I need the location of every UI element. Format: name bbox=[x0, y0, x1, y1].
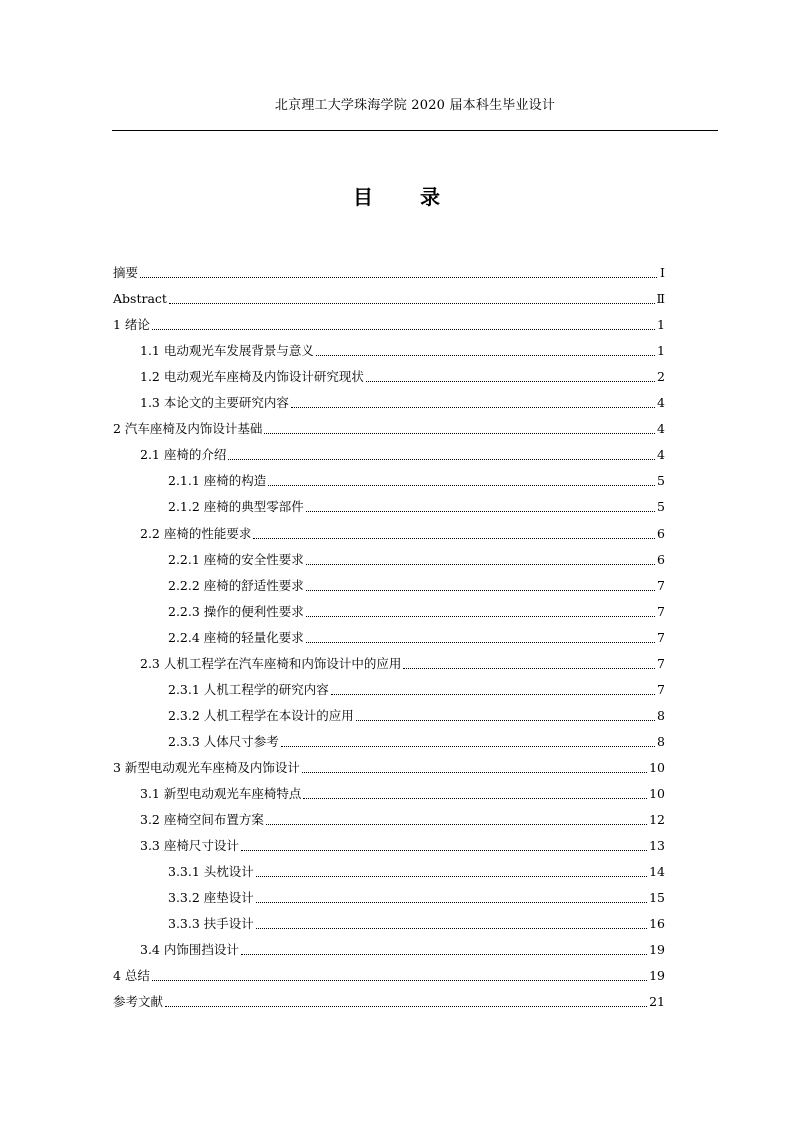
toc-entry-label: 1.3 本论文的主要研究内容 bbox=[140, 395, 289, 411]
dot-leader bbox=[306, 511, 655, 512]
toc-entry[interactable] bbox=[140, 780, 665, 802]
toc-entry-label: 2 汽车座椅及内饰设计基础 bbox=[113, 421, 263, 437]
toc-entry-page-number: 8 bbox=[657, 733, 665, 749]
toc-entry-label: 3.1 新型电动观光车座椅特点 bbox=[140, 786, 302, 801]
toc-entry-label: 3 新型电动观光车座椅及内饰设计 bbox=[113, 759, 300, 775]
toc-entry[interactable] bbox=[168, 676, 665, 698]
dot-leader bbox=[403, 668, 655, 669]
dot-leader bbox=[356, 720, 655, 721]
toc-entry-page-number: 5 bbox=[657, 499, 665, 515]
toc-entry[interactable] bbox=[168, 572, 665, 594]
dot-leader bbox=[291, 407, 655, 408]
toc-entry-page-number: 7 bbox=[657, 655, 665, 671]
toc-entry-page-number: 10 bbox=[649, 786, 665, 801]
toc-entry-page-number: 19 bbox=[649, 968, 665, 984]
toc-entry-page-number: 12 bbox=[649, 812, 665, 828]
toc-entry[interactable] bbox=[113, 754, 665, 776]
dot-leader bbox=[303, 798, 647, 799]
toc-entry[interactable] bbox=[113, 285, 665, 307]
dot-leader bbox=[306, 616, 655, 617]
toc-entry-label: 2.2.4 座椅的轻量化要求 bbox=[168, 629, 304, 645]
toc-entry-page-number: 2 bbox=[657, 369, 665, 385]
toc-entry-label: 2.3.3 人体尺寸参考 bbox=[168, 733, 279, 749]
dot-leader bbox=[152, 329, 655, 330]
toc-entry-page-number: Ⅰ bbox=[660, 265, 665, 280]
toc-entry[interactable] bbox=[168, 546, 665, 568]
dot-leader bbox=[266, 824, 647, 825]
toc-entry-label: 3.4 内饰围挡设计 bbox=[140, 942, 239, 958]
toc-entry[interactable] bbox=[113, 962, 665, 984]
toc-entry-page-number: 10 bbox=[649, 759, 665, 775]
toc-entry[interactable] bbox=[168, 858, 665, 880]
header-divider bbox=[112, 130, 718, 131]
toc-entry-page-number: 16 bbox=[649, 916, 665, 932]
toc-entry[interactable] bbox=[113, 415, 665, 437]
dot-leader bbox=[302, 772, 647, 773]
toc-entry[interactable] bbox=[168, 598, 665, 620]
toc-entry-page-number: 1 bbox=[657, 317, 665, 333]
toc-entry[interactable] bbox=[140, 806, 665, 828]
dot-leader bbox=[264, 433, 655, 434]
dot-leader bbox=[268, 485, 655, 486]
page-header: 北京理工大学珠海学院 2020 届本科生毕业设计 bbox=[274, 98, 556, 113]
toc-entry[interactable] bbox=[140, 520, 665, 542]
toc-entry-label: 2.3.1 人机工程学的研究内容 bbox=[168, 681, 329, 697]
toc-entry-label: 3.3.3 扶手设计 bbox=[168, 916, 254, 932]
toc-entry-page-number: Ⅱ bbox=[656, 291, 665, 307]
toc-entry-label: 2.2.1 座椅的安全性要求 bbox=[168, 551, 304, 567]
toc-entry-label: 3.3.2 座垫设计 bbox=[168, 890, 254, 906]
toc-entry[interactable] bbox=[168, 493, 665, 515]
toc-entry[interactable] bbox=[140, 363, 665, 385]
toc-entry-page-number: 4 bbox=[657, 395, 665, 411]
dot-leader bbox=[241, 954, 647, 955]
toc-entry-label: 2.2.2 座椅的舒适性要求 bbox=[168, 577, 304, 593]
toc-entry-label: 2.3.2 人机工程学在本设计的应用 bbox=[168, 707, 354, 723]
toc-entry-page-number: 4 bbox=[657, 447, 665, 463]
toc-entry[interactable] bbox=[140, 389, 665, 411]
toc-entry-page-number: 6 bbox=[657, 525, 665, 541]
dot-leader bbox=[306, 564, 655, 565]
dot-leader bbox=[316, 355, 655, 356]
dot-leader bbox=[152, 980, 647, 981]
toc-entry-page-number: 7 bbox=[657, 681, 665, 697]
dot-leader bbox=[256, 876, 647, 877]
dot-leader bbox=[331, 694, 655, 695]
dot-leader bbox=[241, 850, 647, 851]
toc-entry[interactable] bbox=[140, 832, 665, 854]
toc-entry[interactable] bbox=[168, 728, 665, 750]
toc-entry[interactable] bbox=[140, 936, 665, 958]
toc-entry-label: 参考文献 bbox=[113, 994, 164, 1010]
toc-entry[interactable] bbox=[168, 884, 665, 906]
toc-entry-page-number: 15 bbox=[649, 890, 665, 906]
toc-entry-page-number: 1 bbox=[657, 343, 665, 359]
toc-entry-label: 2.3 人机工程学在汽车座椅和内饰设计中的应用 bbox=[140, 655, 402, 671]
toc-entry[interactable] bbox=[113, 259, 665, 281]
toc-entry-page-number: 5 bbox=[657, 473, 665, 489]
toc-entry[interactable] bbox=[113, 311, 665, 333]
toc-entry-label: 4 总结 bbox=[113, 968, 150, 984]
toc-entry[interactable] bbox=[140, 650, 665, 672]
toc-entry[interactable] bbox=[113, 988, 665, 1010]
dot-leader bbox=[306, 590, 655, 591]
toc-entry-label: 3.3.1 头枕设计 bbox=[168, 864, 254, 880]
dot-leader bbox=[366, 381, 655, 382]
dot-leader bbox=[228, 459, 655, 460]
toc-entry-label: 2.1 座椅的介绍 bbox=[140, 447, 227, 463]
toc-entry-label: Abstract bbox=[113, 291, 167, 307]
toc-entry-page-number: 21 bbox=[649, 994, 665, 1010]
toc-title: 目 录 bbox=[353, 185, 460, 209]
toc-entry-page-number: 6 bbox=[657, 551, 665, 567]
toc-entry-page-number: 13 bbox=[649, 838, 665, 854]
dot-leader bbox=[256, 928, 647, 929]
toc-entry[interactable] bbox=[168, 702, 665, 724]
dot-leader bbox=[256, 902, 647, 903]
toc-entry-label: 2.2 座椅的性能要求 bbox=[140, 525, 252, 541]
toc-entry-label: 2.1.2 座椅的典型零部件 bbox=[168, 499, 304, 515]
toc-entry-label: 3.2 座椅空间布置方案 bbox=[140, 812, 264, 828]
toc-entry[interactable] bbox=[140, 337, 665, 359]
toc-entry-label: 2.2.3 操作的便利性要求 bbox=[168, 603, 304, 619]
toc-entry-page-number: 7 bbox=[657, 629, 665, 645]
toc-entry-label: 3.3 座椅尺寸设计 bbox=[140, 838, 239, 854]
dot-leader bbox=[306, 642, 655, 643]
toc-entry[interactable] bbox=[140, 441, 665, 463]
dot-leader bbox=[140, 277, 657, 278]
toc-entry[interactable] bbox=[168, 624, 665, 646]
toc-entry-label: 1.1 电动观光车发展背景与意义 bbox=[140, 343, 314, 359]
dot-leader bbox=[169, 303, 655, 304]
dot-leader bbox=[253, 538, 655, 539]
toc-entry-page-number: 7 bbox=[657, 577, 665, 593]
toc-entry[interactable] bbox=[168, 910, 665, 932]
dot-leader bbox=[281, 746, 655, 747]
toc-entry-page-number: 4 bbox=[657, 421, 665, 437]
toc-entry-label: 摘要 bbox=[113, 265, 139, 280]
dot-leader bbox=[165, 1006, 647, 1007]
toc-entry-label: 1.2 电动观光车座椅及内饰设计研究现状 bbox=[140, 369, 364, 385]
toc-entry-page-number: 19 bbox=[649, 942, 665, 958]
toc-entry-label: 2.1.1 座椅的构造 bbox=[168, 473, 267, 489]
toc-entry-page-number: 7 bbox=[657, 603, 665, 619]
toc-entry[interactable] bbox=[168, 467, 665, 489]
toc-entry-page-number: 14 bbox=[649, 864, 665, 880]
toc-entry-page-number: 8 bbox=[657, 707, 665, 723]
toc-entry-label: 1 绪论 bbox=[113, 317, 150, 333]
